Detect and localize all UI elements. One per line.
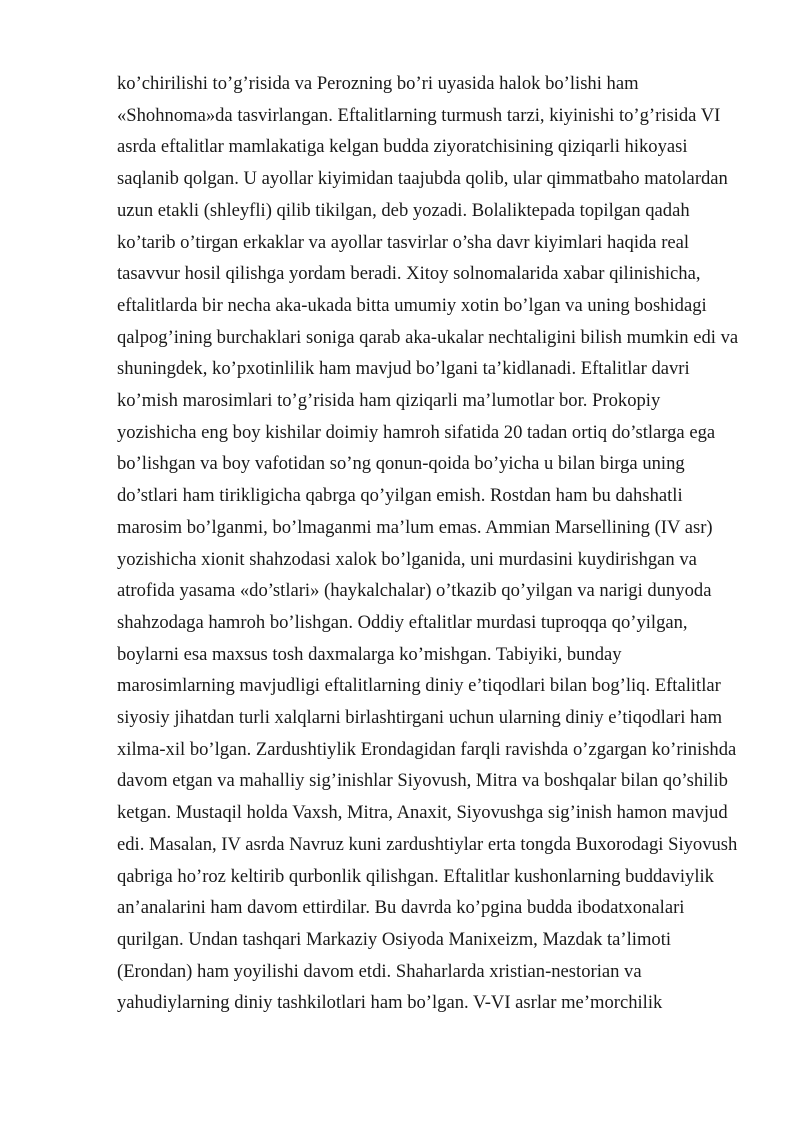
text-line: marosim bo’lganmi, bo’lmaganmi ma’lum emas. Ammian Marsellining (IV asr) [117,516,713,538]
text-line: qurilgan. Undan tashqari Markaziy Osiyoda Manixeizm, Mazdak ta’limoti [117,928,672,950]
text-line: qabriga ho’roz keltirib qurbonlik qilishgan. Eftalitlar kushonlarning buddaviylik [117,865,714,887]
text-line: (Erondan) ham yoyilishi davom etdi. Shaharlarda xristian-nestorian va [117,960,642,982]
text-line: ketgan. Mustaqil holda Vaxsh, Mitra, Anaxit, Siyovushga sig’inish hamon mavjud [117,802,728,824]
text-line: asrda eftalitlar mamlakatiga kelgan budda ziyoratchisining qiziqarli hikoyasi [117,136,688,158]
body-paragraph [117,68,777,1019]
text-line: ko’mish marosimlari to’g’risida ham qiziqarli ma’lumotlar bor. Prokopiy [117,390,661,412]
text-line: an’analarini ham davom ettirdilar. Bu davrda ko’pgina budda ibodatxonalari [117,897,685,919]
text-line: ko’tarib o’tirgan erkaklar va ayollar tasvirlar o’sha davr kiyimlari haqida real [117,231,690,253]
text-line: do’stlari ham tirikligicha qabrga qo’yilgan emish. Rostdan ham bu dahshatli [117,485,683,507]
text-line: shahzodaga hamroh bo’lishgan. Oddiy eftalitlar murdasi tuproqqa qo’yilgan, [117,611,688,633]
text-line: qalpog’ining burchaklari soniga qarab aka-ukalar nechtaligini bilish mumkin edi va [117,326,739,348]
text-line: bo’lishgan va boy vafotidan so’ng qonun-qoida bo’yicha u bilan birga uning [117,453,685,475]
text-line: shuningdek, ko’pxotinlilik ham mavjud bo’lgani ta’kidlanadi. Eftalitlar davri [117,358,690,380]
text-line: davom etgan va mahalliy sig’inishlar Siyovush, Mitra va boshqalar bilan qo’shilib [117,770,728,792]
text-line: ko’chirilishi to’g’risida va Perozning bo’ri uyasida halok bo’lishi ham [117,73,639,94]
text-line: atrofida yasama «do’stlari» (haykalchalar) o’tkazib qo’yilgan va narigi dunyoda [117,580,712,602]
text-line: yahudiylarning diniy tashkilotlari ham bo’lgan. V-VI asrlar me’morchilik [117,992,663,1014]
text-line: xilma-xil bo’lgan. Zardushtiylik Erondagidan farqli ravishda o’zgargan ko’rinishda [117,738,737,760]
text-line: uzun etakli (shleyfli) qilib tikilgan, deb yozadi. Bolaliktepada topilgan qadah [117,199,690,221]
text-line: «Shohnoma»da tasvirlangan. Eftalitlarning turmush tarzi, kiyinishi to’g’risida VI [117,104,721,126]
text-line: eftalitlarda bir necha aka-ukada bitta umumiy xotin bo’lgan va uning boshidagi [117,294,707,316]
text-line: tasavvur hosil qilishga yordam beradi. Xitoy solnomalarida xabar qilinishicha, [117,263,701,285]
text-line: siyosiy jihatdan turli xalqlarni birlashtirgani uchun ularning diniy e’tiqodlari ham [117,707,723,729]
text-line: yozishicha eng boy kishilar doimiy hamroh sifatida 20 tadan ortiq do’stlarga ega [117,421,716,443]
text-line: saqlanib qolgan. U ayollar kiyimidan taajubda qolib, ular qimmatbaho matolardan [117,168,728,190]
text-line: edi. Masalan, IV asrda Navruz kuni zardushtiylar erta tongda Buxorodagi Siyovush [117,833,738,855]
text-line: yozishicha xionit shahzodasi xalok bo’lganida, uni murdasini kuydirishgan va [117,548,697,570]
text-line: marosimlarning mavjudligi eftalitlarning diniy e’tiqodlari bilan bog’liq. Eftalitlar [117,675,721,697]
text-line: boylarni esa maxsus tosh daxmalarga ko’mishgan. Tabiyiki, bunday [117,643,622,665]
